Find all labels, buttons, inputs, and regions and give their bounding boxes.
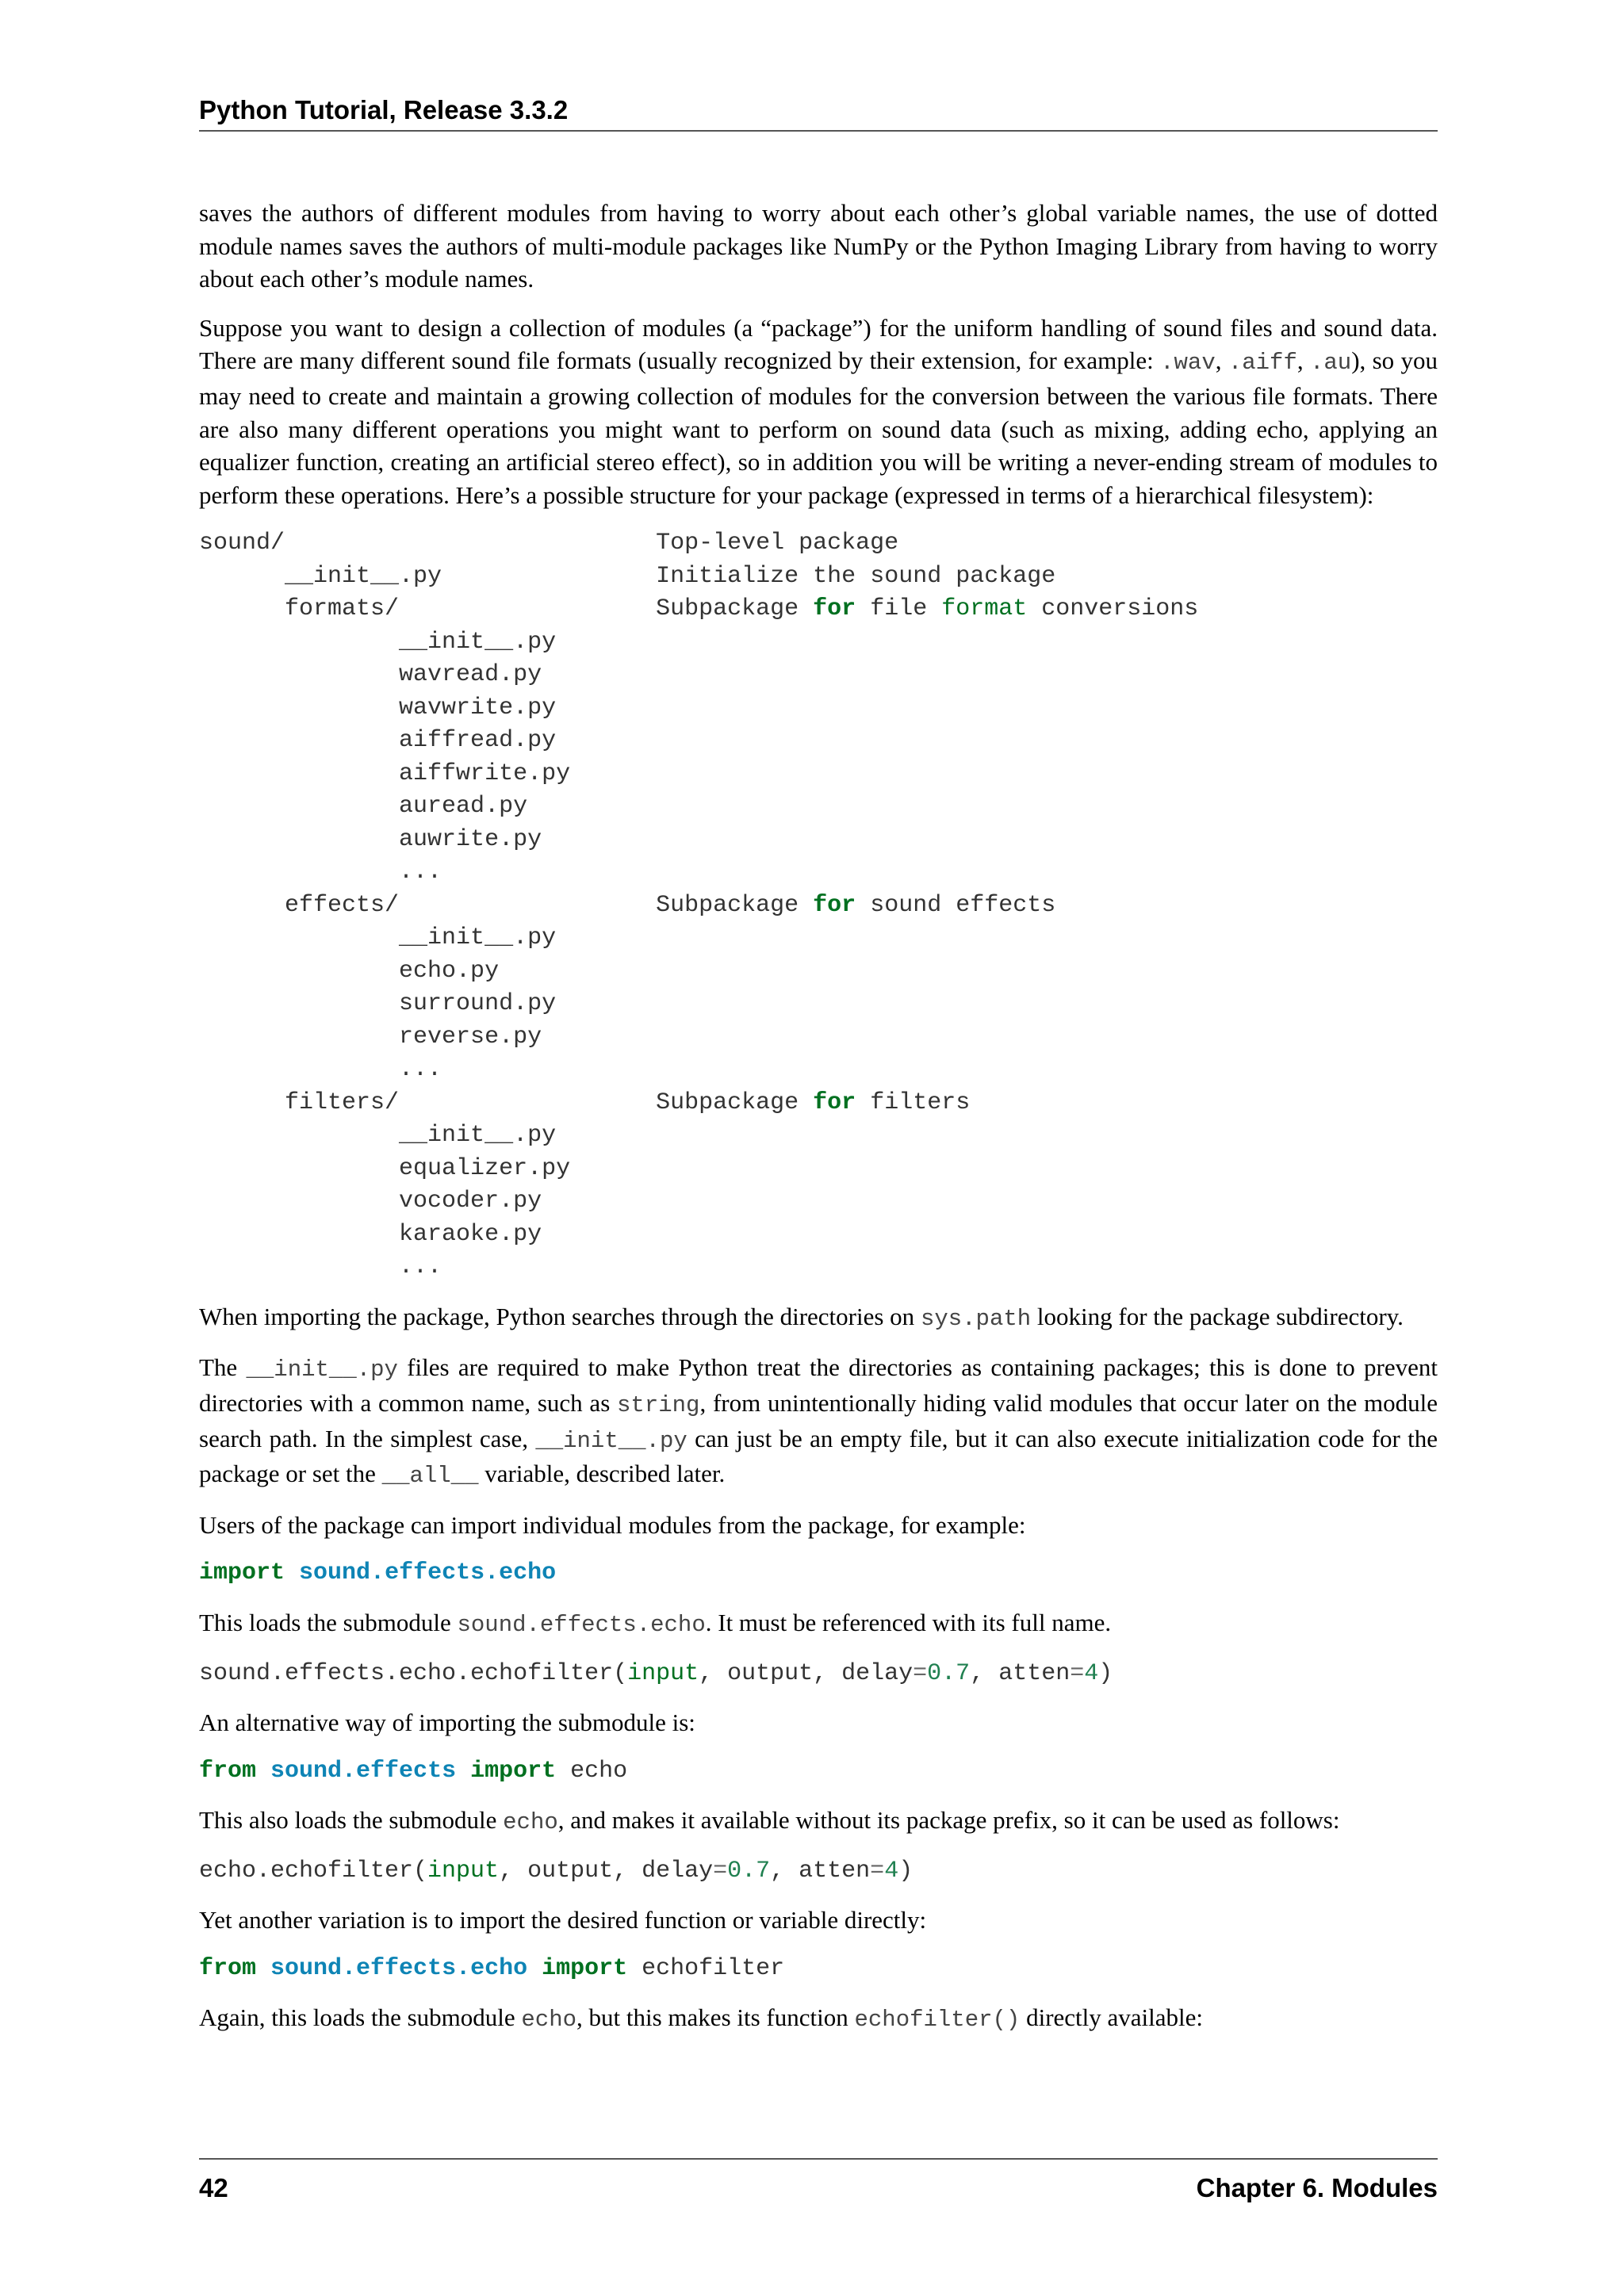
tree-entry-name: __init__.py — [399, 1122, 557, 1150]
page-number: 42 — [199, 2173, 228, 2202]
tree-entry-description: Top-level package — [656, 530, 899, 557]
paragraph-sys-path: When importing the package, Python searches through the directories on sys.path looking for the package subdirectory. — [199, 1302, 1404, 1332]
tree-line — [199, 661, 542, 688]
inline-code-echofilter: echofilter() — [854, 2007, 1021, 2034]
tree-line — [199, 1089, 970, 1116]
tree-entry-name: aiffwrite.py — [399, 760, 571, 787]
tree-entry-name: vocoder.py — [399, 1188, 542, 1215]
tree-entry-description: Subpackage for filters — [656, 1089, 971, 1116]
inline-code-au: .au — [1309, 350, 1352, 377]
code-short-echofilter-call: echo.echofilter(input, output, delay=0.7, atten=4) — [199, 1857, 914, 1885]
tree-line — [199, 1155, 570, 1182]
tree-entry-name: equalizer.py — [399, 1154, 571, 1182]
tree-line — [199, 1056, 442, 1083]
inline-code-sys-path: sys.path — [920, 1305, 1032, 1332]
tree-line — [199, 1122, 556, 1149]
tree-entry-name: auwrite.py — [399, 825, 542, 853]
tree-line — [199, 793, 527, 820]
code-full-echofilter-call: sound.effects.echo.echofilter(input, output, delay=0.7, atten=4) — [199, 1659, 1113, 1687]
inline-code-string: string — [617, 1392, 700, 1419]
tree-entry-name: karaoke.py — [399, 1220, 542, 1248]
tree-line — [199, 826, 542, 853]
code-from-import-echofilter: from sound.effects.echo import echofilter — [199, 1954, 785, 1982]
chapter-label: Chapter 6. Modules — [1196, 2173, 1438, 2202]
tree-line — [199, 595, 1198, 622]
paragraph-without-prefix: This also loads the submodule echo, and makes it available without its package prefix, so it can be used as follows: — [199, 1806, 1340, 1836]
running-title: Python Tutorial, Release 3.3.2 — [199, 95, 569, 124]
tree-entry-name: wavread.py — [399, 661, 542, 689]
paragraph-init-files: The __init__.py files are required to make Python treat the directories as containing packages; this is done to prevent directories with a common name, such as string, from unintentionally hiding valid modules that occur later on the module search path. In the simplest case, __init__.py can just be an empty file, but it can also execute initialization code for the package or set the __all__ variable, described later. — [199, 1353, 1438, 1490]
paragraph-function-available: Again, this loads the submodule echo, but this makes its function echofilter() directly available: — [199, 2003, 1203, 2034]
tree-entry-description: Subpackage for file format conversions — [656, 595, 1199, 623]
tree-entry-name: surround.py — [399, 990, 557, 1018]
tree-entry-name: wavwrite.py — [399, 694, 557, 721]
tree-entry-name: sound/ — [199, 530, 285, 557]
tree-entry-name: ... — [399, 1253, 442, 1281]
inline-code-echo: echo — [503, 1809, 558, 1836]
tree-entry-name: __init__.py — [399, 628, 557, 656]
page-body — [199, 197, 1438, 2053]
inline-code-init-2: __init__.py — [535, 1427, 688, 1454]
tree-line — [199, 990, 556, 1017]
paragraph-alternative-import: An alternative way of importing the submodule is: — [199, 1709, 695, 1736]
document-page — [199, 0, 1438, 2296]
page-footer — [199, 2158, 1438, 2204]
tree-entry-name: effects/ — [285, 891, 400, 919]
tree-line — [199, 1188, 542, 1215]
inline-code-wav: .wav — [1160, 350, 1216, 377]
tree-line — [199, 727, 556, 754]
tree-entry-name: __init__.py — [285, 562, 442, 590]
tree-line — [199, 892, 1055, 919]
paragraph-direct-import: Yet another variation is to import the desired function or variable directly: — [199, 1906, 927, 1934]
tree-line — [199, 563, 1055, 590]
tree-entry-name: ... — [399, 1056, 442, 1084]
inline-code-all: __all__ — [381, 1463, 479, 1490]
tree-line — [199, 859, 442, 886]
tree-line — [199, 1253, 442, 1280]
tree-line — [199, 1221, 542, 1248]
code-from-import-echo: from sound.effects import echo — [199, 1757, 628, 1785]
tree-entry-name: formats/ — [285, 595, 400, 623]
tree-entry-name: ... — [399, 859, 442, 886]
tree-entry-description: Subpackage for sound effects — [656, 891, 1056, 919]
code-import-echo: import sound.effects.echo — [199, 1559, 557, 1587]
tree-line — [199, 530, 898, 557]
page-header — [199, 92, 1438, 132]
tree-line — [199, 760, 570, 787]
inline-code-init: __init__.py — [246, 1357, 398, 1383]
tree-entry-name: reverse.py — [399, 1023, 542, 1050]
paragraph-intro-continued: saves the authors of different modules from having to worry about each other’s global variable names, the use of dotted module names saves the authors of multi-module packages like NumPy or the Python Imaging Library from having to worry about each other’s module names. — [199, 199, 1438, 293]
tree-line — [199, 695, 556, 721]
tree-entry-description: Initialize the sound package — [656, 562, 1056, 590]
paragraph-loads-submodule: This loads the submodule sound.effects.echo. It must be referenced with its full name. — [199, 1608, 1112, 1638]
paragraph-import-individual: Users of the package can import individual modules from the package, for example: — [199, 1510, 1026, 1539]
paragraph-package-design: Suppose you want to design a collection of modules (a “package”) for the uniform handling of sound files and sound data. There are many different sound file formats (usually recognized by their extension, for example: .wav, .aiff, .au), so you may need to create and maintain a growing collection of modules for the conversion between the various file formats. There are also many different operations you might want to perform on sound data (such as mixing, adding echo, applying an equalizer function, creating an artificial stereo effect), so in addition you will be writing a never-ending stream of modules to perform these operations. Here’s a possible structure for your package (expressed in terms of a hierarchical filesystem): — [199, 313, 1438, 509]
tree-line — [199, 924, 556, 951]
tree-line — [199, 1024, 542, 1050]
tree-line — [199, 958, 499, 985]
package-tree-code-block — [199, 527, 1438, 1284]
inline-code-aiff: .aiff — [1228, 350, 1297, 377]
inline-code-full-name: sound.effects.echo — [457, 1611, 706, 1638]
tree-entry-name: __init__.py — [399, 924, 557, 952]
inline-code-echo-2: echo — [521, 2007, 577, 2034]
tree-entry-name: filters/ — [285, 1089, 400, 1116]
tree-entry-name: auread.py — [399, 793, 528, 821]
tree-entry-name: echo.py — [399, 957, 500, 985]
tree-entry-name: aiffread.py — [399, 727, 557, 755]
tree-line — [199, 629, 556, 656]
